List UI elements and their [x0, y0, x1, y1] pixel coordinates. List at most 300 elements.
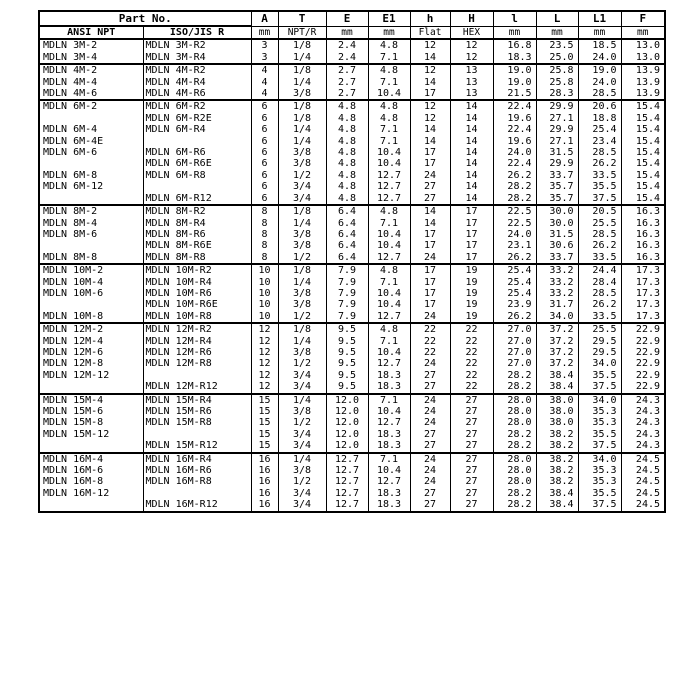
ansi-npt-part: MDLN 8M-2 — [43, 206, 98, 218]
cell-f: 22.9 — [621, 336, 665, 347]
table-row — [39, 100, 665, 112]
cell-t: 1/8 — [278, 64, 326, 76]
cell-l-large: 33.2 — [536, 264, 578, 276]
cell-l-small: 23.9 — [493, 299, 536, 310]
cell-l1: 35.3 — [578, 465, 621, 476]
cell-a: 4 — [251, 88, 278, 100]
cell-a: 6 — [251, 113, 278, 124]
iso-jis-part: MDLN 3M-R2 — [143, 39, 251, 51]
ansi-npt-header: ANSI NPT — [39, 26, 143, 39]
iso-jis-part: MDLN 10M-R2 — [143, 264, 251, 276]
cell-a: 16 — [251, 499, 278, 511]
table-row — [39, 252, 665, 264]
cell-t: 1/4 — [278, 336, 326, 347]
cell-l1: 23.4 — [578, 136, 621, 147]
cell-h-flat: 17 — [410, 288, 450, 299]
cell-h-flat: 27 — [410, 440, 450, 452]
cell-l-small: 28.2 — [493, 193, 536, 205]
cell-e: 12.0 — [326, 440, 368, 452]
cell-f: 24.3 — [621, 417, 665, 428]
table-row — [39, 476, 665, 487]
cell-e1: 10.4 — [368, 406, 410, 417]
cell-l-large: 31.5 — [536, 229, 578, 240]
cell-h-hex: 22 — [450, 381, 493, 393]
cell-e: 4.8 — [326, 113, 368, 124]
iso-jis-part: MDLN 12M-R12 — [143, 381, 251, 393]
ansi-npt-part: MDLN 12M-4 — [43, 335, 104, 347]
cell-l-large: 23.5 — [536, 39, 578, 51]
iso-jis-part: MDLN 4M-R4 — [143, 77, 251, 88]
cell-e: 12.7 — [326, 488, 368, 499]
cell-t: 1/2 — [278, 311, 326, 323]
table-row — [39, 264, 665, 276]
cell-h-flat: 24 — [410, 358, 450, 369]
cell-l1: 34.0 — [578, 453, 621, 465]
cell-l1: 24.0 — [578, 77, 621, 88]
cell-h-flat: 27 — [410, 499, 450, 511]
cell-l-large: 30.6 — [536, 240, 578, 251]
iso-jis-part: MDLN 6M-R2E — [143, 113, 251, 124]
cell-h-hex: 12 — [450, 39, 493, 51]
cell-t: 3/4 — [278, 488, 326, 499]
cell-t: 3/8 — [278, 465, 326, 476]
cell-a: 4 — [251, 64, 278, 76]
size-group — [39, 39, 665, 64]
iso-jis-part: MDLN 8M-R4 — [143, 218, 251, 229]
cell-a: 12 — [251, 347, 278, 358]
iso-jis-part: MDLN 15M-R6 — [143, 406, 251, 417]
cell-a: 12 — [251, 358, 278, 369]
cell-l1: 28.5 — [578, 147, 621, 158]
cell-f: 15.4 — [621, 170, 665, 181]
iso-jis-part: MDLN 8M-R6 — [143, 229, 251, 240]
cell-h-flat: 17 — [410, 299, 450, 310]
iso-jis-part: MDLN 12M-R4 — [143, 336, 251, 347]
ansi-npt-part — [39, 240, 143, 251]
ansi-npt-part: MDLN 10M-8 — [39, 311, 143, 323]
col-header-e1: E1 — [368, 11, 410, 26]
cell-l-large: 29.9 — [536, 100, 578, 112]
cell-l-large: 25.0 — [536, 52, 578, 64]
cell-h-hex: 27 — [450, 394, 493, 406]
cell-h-hex: 27 — [450, 453, 493, 465]
cell-e: 12.0 — [326, 417, 368, 428]
cell-e1: 10.4 — [368, 288, 410, 299]
table-row — [39, 158, 665, 169]
table-row — [39, 440, 665, 452]
cell-l1: 26.2 — [578, 158, 621, 169]
cell-h-flat: 17 — [410, 147, 450, 158]
cell-h-hex: 14 — [450, 181, 493, 192]
cell-l-large: 38.0 — [536, 417, 578, 428]
iso-jis-part: MDLN 10M-R4 — [143, 277, 251, 288]
cell-e: 4.8 — [326, 147, 368, 158]
cell-l-large: 37.2 — [536, 336, 578, 347]
cell-t: 1/4 — [278, 277, 326, 288]
cell-l-large: 35.7 — [536, 193, 578, 205]
cell-a: 10 — [251, 264, 278, 276]
ansi-npt-part — [39, 499, 143, 511]
cell-e: 4.8 — [326, 100, 368, 112]
cell-f: 15.4 — [621, 193, 665, 205]
cell-l-large: 27.1 — [536, 113, 578, 124]
cell-l1: 18.8 — [578, 113, 621, 124]
cell-t: 3/4 — [278, 381, 326, 393]
table-row — [39, 358, 665, 369]
cell-a: 12 — [251, 370, 278, 381]
cell-l-small: 21.5 — [493, 88, 536, 100]
cell-h-hex: 22 — [450, 323, 493, 335]
cell-e: 9.5 — [326, 358, 368, 369]
cell-l1: 37.5 — [578, 193, 621, 205]
cell-l-large: 33.2 — [536, 288, 578, 299]
cell-e1: 4.8 — [368, 39, 410, 51]
cell-h-hex: 12 — [450, 52, 493, 64]
cell-l-small: 27.0 — [493, 323, 536, 335]
cell-a: 12 — [251, 323, 278, 335]
cell-l1: 34.0 — [578, 394, 621, 406]
cell-h-flat: 17 — [410, 277, 450, 288]
cell-l-small: 28.0 — [493, 453, 536, 465]
ansi-npt-part — [39, 440, 143, 452]
cell-h-hex: 19 — [450, 311, 493, 323]
cell-l-small: 22.5 — [493, 205, 536, 217]
size-group — [39, 264, 665, 323]
cell-l-large: 29.9 — [536, 124, 578, 135]
ansi-npt-part: MDLN 16M-12 — [43, 487, 110, 499]
cell-l-large: 38.2 — [536, 440, 578, 452]
cell-h-flat: 22 — [410, 323, 450, 335]
cell-l1: 37.5 — [578, 381, 621, 393]
cell-l1: 25.5 — [578, 218, 621, 229]
cell-e: 2.4 — [326, 39, 368, 51]
iso-jis-part: MDLN 6M-R8 — [143, 170, 251, 181]
cell-h-hex: 22 — [450, 358, 493, 369]
cell-a: 12 — [251, 381, 278, 393]
cell-f: 17.3 — [621, 277, 665, 288]
table-row — [39, 336, 665, 347]
cell-f: 13.0 — [621, 39, 665, 51]
cell-e: 6.4 — [326, 205, 368, 217]
cell-h-flat: 17 — [410, 264, 450, 276]
cell-e: 9.5 — [326, 323, 368, 335]
cell-l1: 37.5 — [578, 440, 621, 452]
cell-h-hex: 13 — [450, 64, 493, 76]
cell-h-flat: 12 — [410, 64, 450, 76]
cell-l-small: 28.0 — [493, 417, 536, 428]
iso-jis-part: MDLN 12M-R2 — [143, 323, 251, 335]
cell-h-flat: 17 — [410, 229, 450, 240]
table-row — [39, 39, 665, 51]
cell-a: 8 — [251, 229, 278, 240]
cell-h-hex: 14 — [450, 124, 493, 135]
cell-t: 1/8 — [278, 264, 326, 276]
cell-h-hex: 19 — [450, 264, 493, 276]
cell-e1: 7.1 — [368, 277, 410, 288]
cell-e1: 7.1 — [368, 124, 410, 135]
cell-a: 6 — [251, 147, 278, 158]
cell-l-small: 19.0 — [493, 77, 536, 88]
cell-t: 3/8 — [278, 406, 326, 417]
cell-h-hex: 17 — [450, 252, 493, 264]
table-row — [39, 394, 665, 406]
cell-l1: 35.3 — [578, 476, 621, 487]
cell-h-flat: 24 — [410, 406, 450, 417]
cell-e1: 4.8 — [368, 323, 410, 335]
cell-l-small: 28.0 — [493, 476, 536, 487]
cell-l1: 35.5 — [578, 370, 621, 381]
cell-e1: 7.1 — [368, 394, 410, 406]
cell-f: 16.3 — [621, 205, 665, 217]
cell-e: 7.9 — [326, 277, 368, 288]
cell-t: 3/4 — [278, 440, 326, 452]
cell-l-small: 26.2 — [493, 170, 536, 181]
cell-l-large: 38.2 — [536, 476, 578, 487]
ansi-npt-part: MDLN 12M-12 — [43, 369, 110, 381]
cell-e1: 12.7 — [368, 476, 410, 487]
col-header-l-large: L — [536, 11, 578, 26]
cell-e: 12.0 — [326, 429, 368, 440]
cell-t: 3/8 — [278, 229, 326, 240]
col-header-h-flat: h — [410, 11, 450, 26]
cell-e1: 7.1 — [368, 77, 410, 88]
cell-l-small: 16.8 — [493, 39, 536, 51]
iso-jis-part: MDLN 6M-R6 — [143, 147, 251, 158]
cell-e1: 4.8 — [368, 100, 410, 112]
table-row — [39, 77, 665, 88]
cell-t: 3/8 — [278, 299, 326, 310]
cell-l-large: 25.8 — [536, 64, 578, 76]
iso-jis-part: MDLN 16M-R6 — [143, 465, 251, 476]
cell-e: 2.7 — [326, 77, 368, 88]
cell-e1: 10.4 — [368, 240, 410, 251]
cell-e1: 10.4 — [368, 158, 410, 169]
iso-jis-part: MDLN 6M-R4 — [143, 124, 251, 135]
cell-e: 12.7 — [326, 476, 368, 487]
iso-jis-part: MDLN 8M-R6E — [143, 240, 251, 251]
cell-l-small: 24.0 — [493, 229, 536, 240]
cell-f: 22.9 — [621, 358, 665, 369]
cell-a: 6 — [251, 124, 278, 135]
cell-l-small: 25.4 — [493, 288, 536, 299]
col-header-a: A — [251, 11, 278, 26]
part-no-header: Part No. — [39, 11, 251, 26]
cell-t: 1/4 — [278, 453, 326, 465]
cell-a: 6 — [251, 170, 278, 181]
cell-h-hex: 14 — [450, 158, 493, 169]
cell-l1: 28.4 — [578, 277, 621, 288]
iso-jis-part: MDLN 10M-R8 — [143, 311, 251, 323]
iso-jis-part: MDLN 10M-R6 — [143, 288, 251, 299]
cell-f: 24.3 — [621, 394, 665, 406]
cell-l-small: 23.1 — [493, 240, 536, 251]
cell-l1: 35.5 — [578, 181, 621, 192]
cell-h-hex: 17 — [450, 229, 493, 240]
size-group — [39, 205, 665, 264]
cell-t: 1/2 — [278, 252, 326, 264]
cell-e: 7.9 — [326, 264, 368, 276]
cell-l-small: 27.0 — [493, 347, 536, 358]
ansi-npt-part: MDLN 16M-6 — [43, 465, 104, 477]
cell-a: 10 — [251, 288, 278, 299]
cell-e1: 18.3 — [368, 440, 410, 452]
ansi-npt-part: MDLN 6M-8 — [43, 169, 98, 181]
cell-l-small: 22.4 — [493, 124, 536, 135]
iso-jis-part: MDLN 12M-R6 — [143, 347, 251, 358]
ansi-npt-part: MDLN 8M-8 — [39, 252, 143, 264]
cell-l-small: 28.0 — [493, 465, 536, 476]
cell-h-flat: 14 — [410, 124, 450, 135]
cell-f: 24.5 — [621, 488, 665, 499]
cell-l1: 20.5 — [578, 205, 621, 217]
cell-a: 12 — [251, 336, 278, 347]
ansi-npt-part: MDLN 12M-8 — [43, 358, 104, 370]
cell-l-small: 19.6 — [493, 113, 536, 124]
cell-e: 7.9 — [326, 311, 368, 323]
cell-l-large: 29.9 — [536, 158, 578, 169]
cell-l-large: 34.0 — [536, 311, 578, 323]
cell-h-hex: 27 — [450, 465, 493, 476]
table-row — [39, 417, 665, 428]
iso-jis-part: MDLN 15M-R8 — [143, 417, 251, 428]
iso-jis-part: MDLN 4M-R6 — [143, 88, 251, 100]
cell-h-hex: 27 — [450, 499, 493, 511]
cell-l1: 18.5 — [578, 39, 621, 51]
cell-l1: 26.2 — [578, 299, 621, 310]
cell-e1: 12.7 — [368, 358, 410, 369]
cell-e: 12.0 — [326, 406, 368, 417]
cell-l-large: 38.0 — [536, 406, 578, 417]
cell-t: 3/4 — [278, 499, 326, 511]
cell-l-large: 38.4 — [536, 381, 578, 393]
cell-f: 15.4 — [621, 147, 665, 158]
cell-h-flat: 14 — [410, 77, 450, 88]
cell-e: 6.4 — [326, 218, 368, 229]
ansi-npt-part: MDLN 15M-12 — [43, 428, 110, 440]
spec-table-container — [38, 10, 664, 513]
cell-e: 4.8 — [326, 170, 368, 181]
cell-h-hex: 14 — [450, 100, 493, 112]
cell-e1: 12.7 — [368, 170, 410, 181]
cell-h-hex: 14 — [450, 193, 493, 205]
cell-e1: 18.3 — [368, 381, 410, 393]
cell-l-small: 22.5 — [493, 218, 536, 229]
cell-h-hex: 27 — [450, 440, 493, 452]
cell-f: 15.4 — [621, 136, 665, 147]
cell-l-large: 38.4 — [536, 499, 578, 511]
cell-h-flat: 12 — [410, 100, 450, 112]
cell-e: 2.7 — [326, 88, 368, 100]
ansi-npt-part: MDLN 15M-8 — [43, 417, 104, 429]
unit-l-large: mm — [536, 26, 578, 39]
cell-t: 1/2 — [278, 417, 326, 428]
cell-h-hex: 27 — [450, 417, 493, 428]
col-header-t: T — [278, 11, 326, 26]
cell-l-small: 27.0 — [493, 358, 536, 369]
cell-e: 4.8 — [326, 158, 368, 169]
cell-h-hex: 13 — [450, 77, 493, 88]
cell-t: 1/4 — [278, 124, 326, 135]
cell-e1: 10.4 — [368, 299, 410, 310]
table-row — [39, 240, 665, 251]
iso-jis-part: MDLN 12M-R8 — [143, 358, 251, 369]
cell-l1: 34.0 — [578, 358, 621, 369]
cell-l1: 20.6 — [578, 100, 621, 112]
ansi-npt-part — [39, 193, 143, 205]
table-row — [39, 193, 665, 205]
cell-a: 6 — [251, 136, 278, 147]
cell-h-hex: 22 — [450, 370, 493, 381]
cell-h-flat: 24 — [410, 453, 450, 465]
iso-jis-part: MDLN 8M-R8 — [143, 252, 251, 264]
table-row — [39, 288, 665, 299]
cell-e: 12.7 — [326, 453, 368, 465]
cell-h-flat: 14 — [410, 52, 450, 64]
cell-a: 15 — [251, 417, 278, 428]
table-row — [39, 406, 665, 417]
cell-a: 15 — [251, 429, 278, 440]
table-header — [39, 11, 665, 39]
cell-a: 8 — [251, 205, 278, 217]
cell-f: 24.3 — [621, 429, 665, 440]
cell-a: 10 — [251, 311, 278, 323]
iso-jis-part: MDLN 16M-R4 — [143, 453, 251, 465]
cell-l-small: 18.3 — [493, 52, 536, 64]
cell-l1: 28.5 — [578, 229, 621, 240]
cell-l1: 24.4 — [578, 264, 621, 276]
table-row — [39, 465, 665, 476]
table-row — [39, 64, 665, 76]
cell-l-small: 28.0 — [493, 406, 536, 417]
cell-l-small: 22.4 — [493, 158, 536, 169]
cell-a: 16 — [251, 465, 278, 476]
ansi-npt-part: MDLN 4M-6 — [39, 88, 143, 100]
cell-l1: 33.5 — [578, 311, 621, 323]
iso-jis-part: MDLN 3M-R4 — [143, 52, 251, 64]
table-row — [39, 52, 665, 64]
cell-t: 1/2 — [278, 358, 326, 369]
iso-jis-header: ISO/JIS R — [143, 26, 251, 39]
cell-h-flat: 24 — [410, 170, 450, 181]
cell-h-hex: 19 — [450, 277, 493, 288]
cell-e1: 18.3 — [368, 429, 410, 440]
cell-l-small: 26.2 — [493, 311, 536, 323]
cell-l-small: 27.0 — [493, 336, 536, 347]
spec-table — [38, 10, 666, 513]
cell-l1: 25.5 — [578, 323, 621, 335]
ansi-npt-part: MDLN 6M-6 — [43, 147, 98, 159]
cell-t: 1/2 — [278, 476, 326, 487]
cell-h-flat: 14 — [410, 136, 450, 147]
ansi-npt-part: MDLN 8M-4 — [43, 217, 98, 229]
cell-f: 24.3 — [621, 406, 665, 417]
col-header-e: E — [326, 11, 368, 26]
col-header-h-hex: H — [450, 11, 493, 26]
cell-l-small: 24.0 — [493, 147, 536, 158]
cell-l-large: 33.7 — [536, 170, 578, 181]
ansi-npt-part: MDLN 10M-4 — [43, 276, 104, 288]
cell-l1: 24.0 — [578, 52, 621, 64]
cell-l-small: 28.2 — [493, 381, 536, 393]
cell-f: 22.9 — [621, 381, 665, 393]
cell-a: 4 — [251, 77, 278, 88]
cell-f: 24.5 — [621, 453, 665, 465]
cell-e1: 7.1 — [368, 453, 410, 465]
unit-h-flat: Flat — [410, 26, 450, 39]
iso-jis-part: MDLN 16M-R12 — [143, 499, 251, 511]
iso-jis-part — [143, 136, 251, 147]
cell-a: 16 — [251, 488, 278, 499]
